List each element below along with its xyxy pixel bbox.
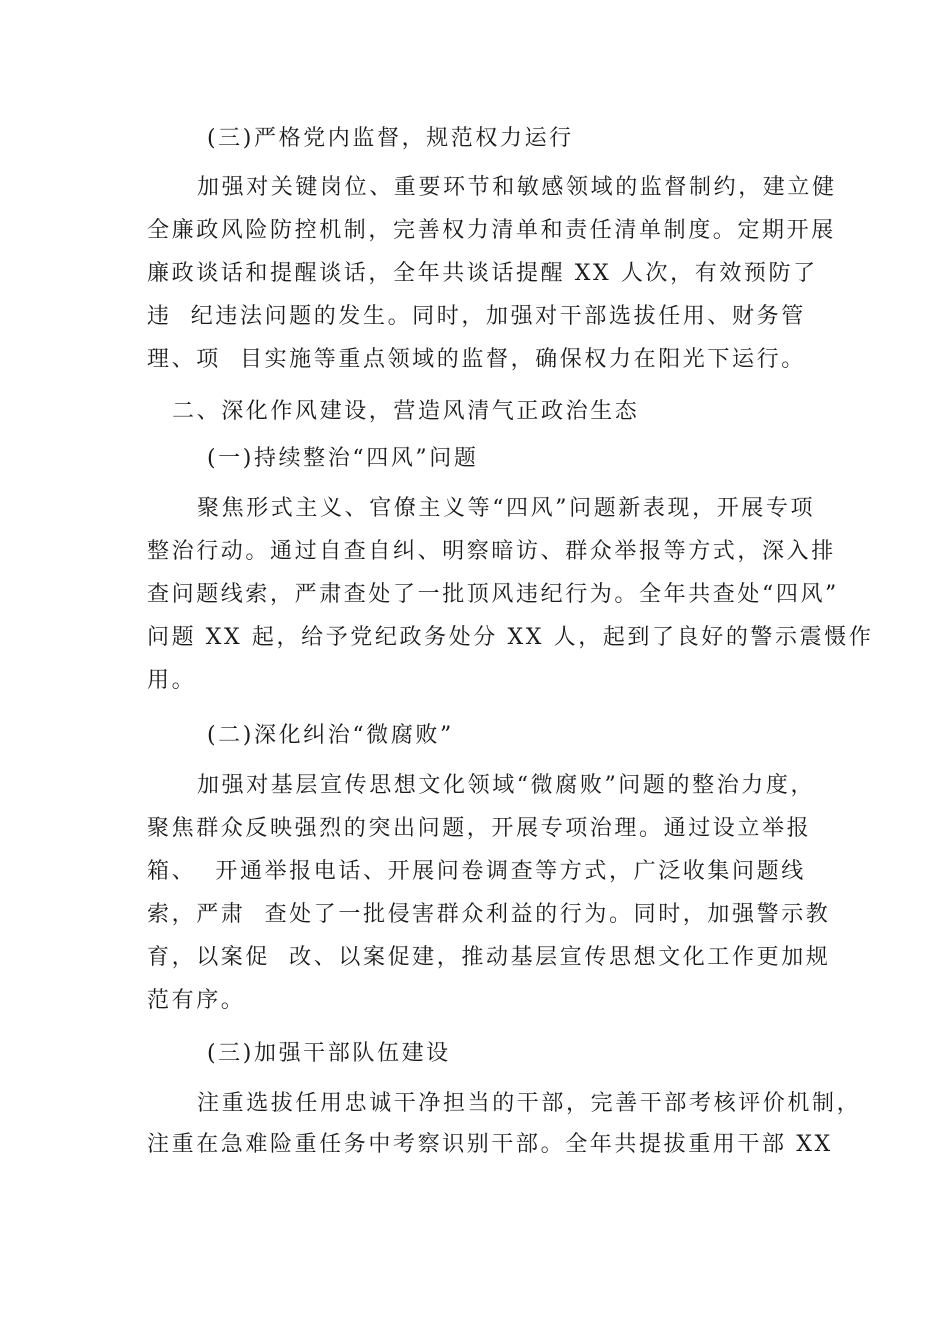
paragraph-line: 注重选拔任用忠诚干净担当的干部，完善干部考核评价机制， (197, 1091, 862, 1116)
section-heading-supervision: (三)严格党内监督，规范权力运行 (207, 126, 574, 151)
paragraph-line: 聚焦形式主义、官僚主义等“四风”问题新表现，开展专项 (197, 496, 816, 521)
paragraph-line: 加强对基层宣传思想文化领域“微腐败”问题的整治力度， (197, 773, 816, 798)
paragraph-line: 育，以案促 改、以案促建，推动基层宣传思想文化工作更加规 (147, 945, 831, 970)
paragraph-line: 全廉政风险防控机制，完善权力清单和责任清单制度。定期开展 (147, 218, 836, 243)
paragraph-line: 问题 XX 起，给予党纪政务处分 XX 人，起到了良好的警示震慑作 (147, 625, 874, 650)
section-heading-cadre-team: (三)加强干部队伍建设 (207, 1041, 451, 1066)
paragraph-line: 整治行动。通过自查自纠、明察暗访、群众举报等方式，深入排 (147, 539, 836, 564)
paragraph-line: 查问题线索，严肃查处了一批顶风违纪行为。全年共查处“四风” (147, 582, 839, 607)
paragraph-line: 廉政谈话和提醒谈话，全年共谈话提醒 XX 人次，有效预防了 (147, 261, 818, 286)
paragraph-line: 加强对关键岗位、重要环节和敏感领域的监督制约，建立健 (197, 175, 837, 200)
paragraph-line: 违 纪违法问题的发生。同时，加强对干部选拔任用、财务管 (147, 304, 806, 329)
paragraph-line: 范有序。 (147, 988, 246, 1013)
paragraph-line: 索，严肃 查处了一批侵害群众利益的行为。同时，加强警示教 (147, 902, 831, 927)
section-heading-four-styles: (一)持续整治“四风”问题 (207, 446, 479, 471)
paragraph-line: 注重在急难险重任务中考察识别干部。全年共提拔重用干部 XX (147, 1132, 833, 1157)
paragraph-line: 箱、 开通举报电话、开展问卷调查等方式，广泛收集问题线 (147, 859, 806, 884)
paragraph-line: 理、项 目实施等重点领域的监督，确保权力在阳光下运行。 (147, 347, 806, 372)
paragraph-line: 用。 (147, 668, 197, 693)
section-heading-micro-corruption: (二)深化纠治“微腐败” (207, 723, 454, 748)
chapter-heading-style: 二、深化作风建设，营造风清气正政治生态 (172, 399, 640, 424)
paragraph-line: 聚焦群众反映强烈的突出问题，开展专项治理。通过设立举报 (147, 816, 812, 841)
